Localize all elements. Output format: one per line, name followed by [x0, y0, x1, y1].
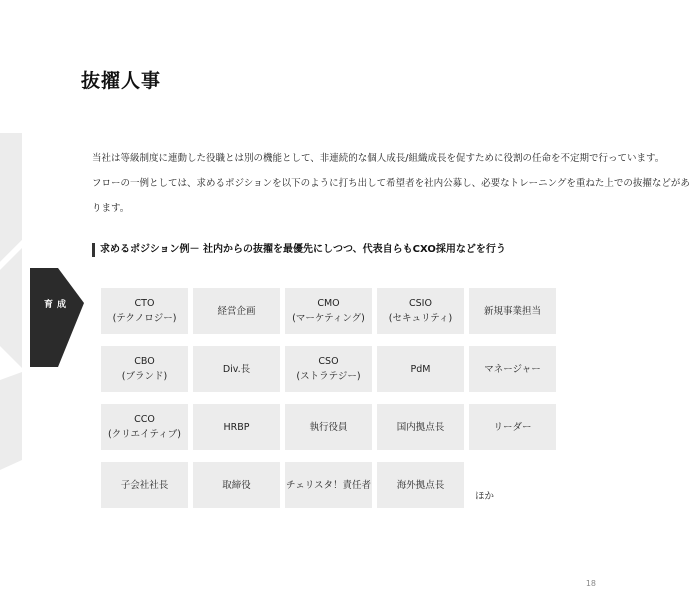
position-cell: 新規事業担当	[469, 288, 556, 334]
position-cell: CSO (ストラテジー)	[285, 346, 372, 392]
page-title: 抜擢人事	[81, 70, 162, 92]
position-cell: CTO (テクノロジー)	[101, 288, 188, 334]
position-cell: リーダー	[469, 404, 556, 450]
position-cell: Div.長	[193, 346, 280, 392]
section-heading: 求めるポジション例－ 社内からの抜擢を最優先にしつつ、代表自らもCXO採用などを行う	[92, 243, 506, 257]
position-cell: マネージャー	[469, 346, 556, 392]
position-cell: 子会社社長	[101, 462, 188, 508]
position-cell: 取締役	[193, 462, 280, 508]
position-cell: PdM	[377, 346, 464, 392]
position-cell: HRBP	[193, 404, 280, 450]
position-cell: チェリスタ！責任者	[285, 462, 372, 508]
others-label: ほか	[475, 491, 495, 502]
position-cell: 経営企画	[193, 288, 280, 334]
position-cell: CCO (クリエイティブ)	[101, 404, 188, 450]
position-cell: CMO (マーケティング)	[285, 288, 372, 334]
nurture-label: 育成	[43, 300, 70, 310]
position-cell: CSIO (セキュリティ)	[377, 288, 464, 334]
intro-line: フローの一例としては、求めるポジションを以下のように打ち出して希望者を社内公募し、必要なトレーニングを重ねた上での抜擢などがあ	[92, 178, 690, 189]
intro-line: 当社は等級制度に連動した役職とは別の機能として、非連続的な個人成長/組織成長を促すために役割の任命を不定期で行っています。	[92, 153, 665, 164]
position-cell: 執行役員	[285, 404, 372, 450]
position-cell: 海外拠点長	[377, 462, 464, 508]
page-number: 18	[585, 579, 596, 588]
position-cell: CBO (ブランド)	[101, 346, 188, 392]
position-cell: 国内拠点長	[377, 404, 464, 450]
intro-line: ります。	[92, 203, 130, 214]
